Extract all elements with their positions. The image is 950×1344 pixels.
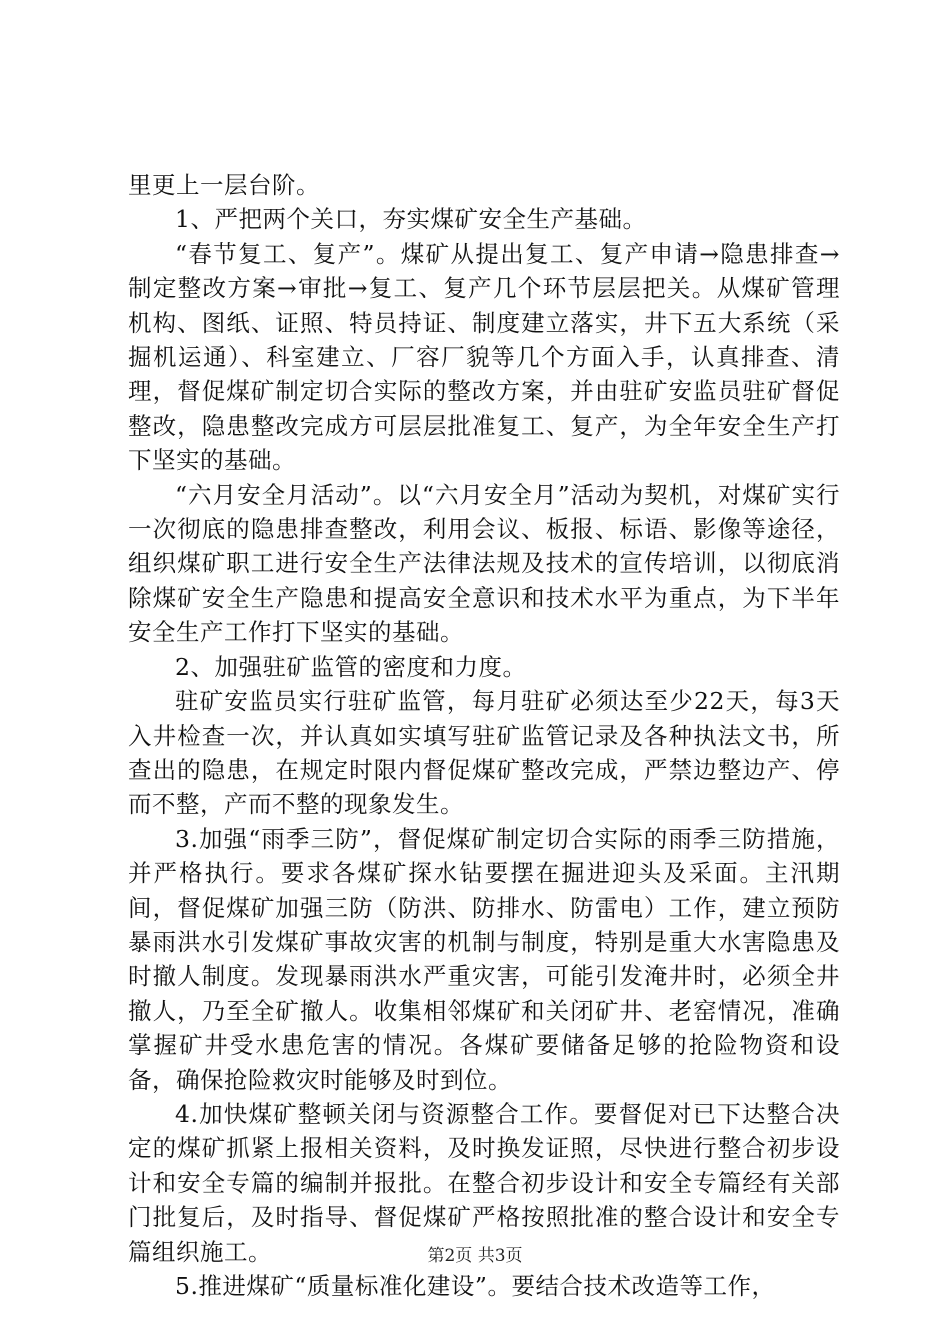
paragraph-quality-standard: 5.推进煤矿“质量标准化建设”。要结合技术改造等工作，	[175, 1272, 776, 1300]
page-number-footer: 第2页 共3页	[427, 1246, 523, 1266]
paragraph-resident-supervision: 驻矿安监员实行驻矿监管，每月驻矿必须达至少22天，每3天入井检查一次，并认真如实填写驻矿监管记录及各种执法文书，所查出的隐患，在规定时限内督促煤矿整改完成，严禁边整边产、停而不整，产而不整的现象发生。	[128, 687, 840, 819]
paragraph-continuation: 里更上一层台阶。	[128, 171, 320, 199]
section-heading-2: 2、加强驻矿监管的密度和力度。	[175, 652, 527, 681]
paragraph-consolidation: 4.加快煤矿整顿关闭与资源整合工作。要督促对已下达整合决定的煤矿抓紧上报相关资料，及时换发证照，尽快进行整合初步设计和安全专篇的编制并报批。在整合初步设计和安全专篇经有关部门批复后，及时指导、督促煤矿严格按照批准的整合设计和安全专篇组织施工。	[128, 1099, 840, 1266]
section-heading-1: 1、严把两个关口，夯实煤矿安全生产基础。	[175, 205, 647, 234]
paragraph-spring-resumption: “春节复工、复产”。煤矿从提出复工、复产申请→隐患排查→制定整改方案→审批→复工、复产几个环节层层把关。从煤矿管理机构、图纸、证照、特员持证、制度建立落实，井下五大系统（采掘机运通）、科室建立、厂容厂貌等几个方面入手，认真排查、清理，督促煤矿制定切合实际的整改方案，并由驻矿安监员驻矿督促整改，隐患整改完成方可层层批准复工、复产，为全年安全生产打下坚实的基础。	[128, 239, 840, 475]
paragraph-june-safety-month: “六月安全月活动”。以“六月安全月”活动为契机，对煤矿实行一次彻底的隐患排查整改，利用会议、板报、标语、影像等途径，组织煤矿职工进行安全生产法律法规及技术的宣传培训，以彻底消除煤矿安全生产隐患和提高安全意识和技术水平为重点，为下半年安全生产工作打下坚实的基础。	[128, 480, 840, 647]
paragraph-rainy-season: 3.加强“雨季三防”，督促煤矿制定切合实际的雨季三防措施，并严格执行。要求各煤矿探水钻要摆在掘进迎头及采面。主汛期间，督促煤矿加强三防（防洪、防排水、防雷电）工作，建立预防暴雨洪水引发煤矿事故灾害的机制与制度，特别是重大水害隐患及时撤人制度。发现暴雨洪水严重灾害，可能引发淹井时，必须全井撤人，乃至全矿撤人。收集相邻煤矿和关闭矿井、老窑情况，准确掌握矿井受水患危害的情况。各煤矿要储备足够的抢险物资和设备，确保抢险救灾时能够及时到位。	[128, 824, 840, 1094]
document-body	[128, 168, 840, 1303]
